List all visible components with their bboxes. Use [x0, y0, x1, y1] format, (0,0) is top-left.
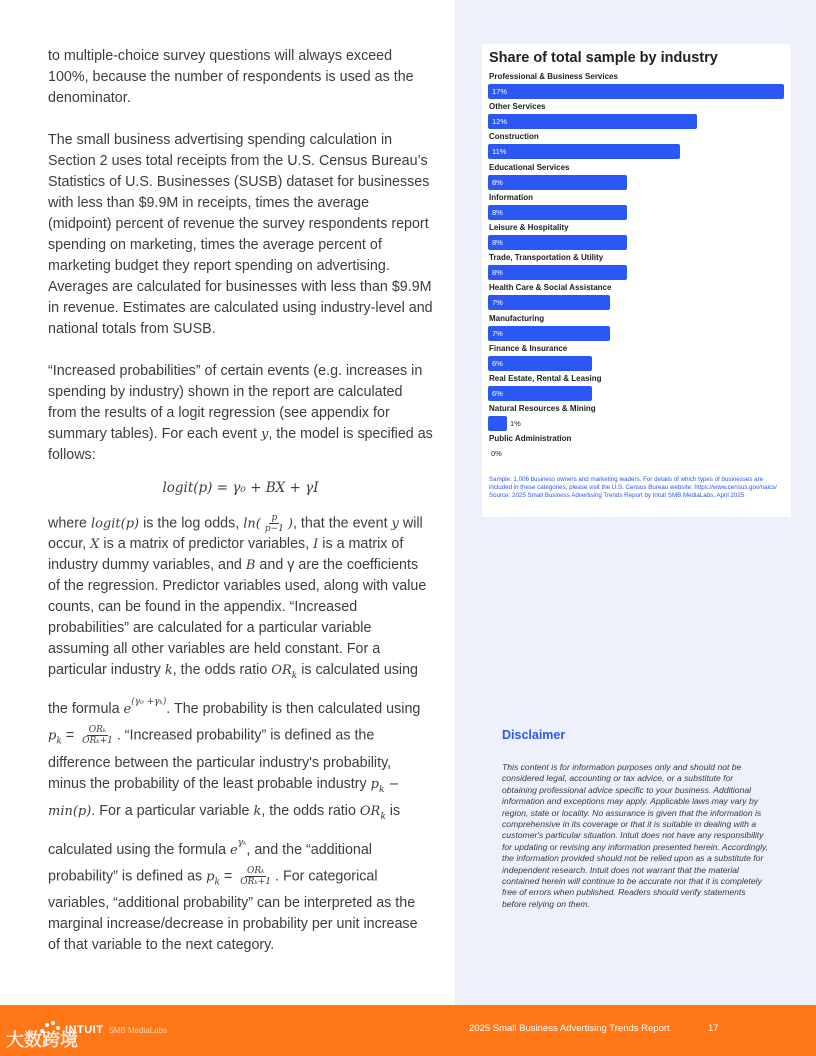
bar-value-label: 8%	[492, 207, 503, 217]
category-label: Manufacturing	[489, 313, 545, 323]
disclaimer-title: Disclaimer	[502, 728, 566, 742]
chart-sample-note: Sample: 1,006 business owners and marketing leaders. For details of which types of businesses are included in these categories, please visit the U.S. Census Bureau website: https://www.census.gov/naics/	[489, 476, 777, 491]
bar	[488, 356, 592, 371]
bar	[488, 326, 610, 341]
bar	[488, 235, 627, 250]
bar	[488, 386, 592, 401]
bar-value-label: 6%	[492, 389, 503, 398]
bar	[488, 144, 680, 159]
chart-source-note: Source: 2025 Small Business Advertising Trends Report by Intuit SMB MediaLabs, April 2025	[489, 492, 745, 500]
report-title: 2025 Small Business Advertising Trends Report	[469, 1023, 670, 1034]
category-label: Health Care & Social Assistance	[489, 283, 612, 293]
category-label: Trade, Transportation & Utility	[489, 253, 604, 263]
bar-value-label: 17%	[492, 87, 508, 96]
category-label: Real Estate, Rental & Leasing	[489, 374, 602, 383]
paragraph-2: The small business advertising spending calculation in Section 2 uses total receipts from the U.S. Census Bureau’s Statistics of U.S. Businesses (SUSB) dataset for businesses with less than $9.9M in receipts, times the average (midpoint) percent of revenue the survey respondents report spending on marketing, times the average percent of marketing budget they report spending on advertising. Averages are calculated for businesses with less than $9.9M in revenue. Estimates are calculated using industry-level and national totals from SUSB.	[48, 132, 433, 337]
bar-value-label: 11%	[492, 147, 507, 157]
chart-title: Share of total sample by industry	[489, 50, 718, 66]
bar-value-label: 0%	[491, 449, 502, 459]
category-label: Natural Resources & Mining	[489, 404, 596, 414]
bar-value-label: 7%	[492, 328, 503, 338]
bar	[488, 416, 507, 431]
watermark: 大数跨境	[6, 1030, 78, 1050]
category-label: Construction	[489, 132, 539, 142]
page-footer	[0, 1005, 816, 1056]
category-label: Educational Services	[489, 162, 570, 172]
bar-value-label: 7%	[492, 298, 503, 308]
industry-chart-card	[482, 44, 791, 517]
bar	[488, 114, 697, 129]
bar-value-label: 6%	[492, 358, 503, 368]
disclaimer-text: This content is for information purposes only and should not be considered legal, accounting or tax advice, or a substitute for obtaining professional advice specific to your business. Additional information and exceptions may apply. Applicable laws may vary by region, state or locality. No assurance is given that the information is comprehensive in its coverage or that it is suitable in dealing with a customer's particular situation. Intuit does not have any responsibility for updating or revising any information presented herein. Accordingly, the information provided should not be relied upon as a substitute for independent research. Intuit does not warrant that the material contained herein will continue to be accurate nor that it is completely free of errors when published. Readers should verify statements before relying on them.	[502, 762, 769, 909]
logit-equation: logit(p) = γ₀ + BX + γI	[162, 480, 319, 496]
bar	[488, 84, 784, 99]
bar-value-label: 1%	[510, 419, 521, 429]
chart-notes	[489, 476, 779, 500]
category-label: Public Administration	[489, 434, 572, 444]
category-label: Leisure & Hospitality	[489, 223, 569, 232]
bar-value-label: 8%	[492, 238, 503, 247]
paragraph-1: to multiple-choice survey questions will always exceed 100%, because the number of respondents is used as the denominator.	[48, 48, 414, 106]
methodology-text	[48, 46, 433, 956]
logo-word: INTUIT	[65, 1024, 104, 1036]
category-label: Finance & Insurance	[489, 343, 568, 353]
bar	[488, 205, 627, 220]
category-label: Professional & Business Services	[489, 72, 618, 81]
category-label: Information	[489, 192, 533, 202]
paragraph-4: where logit(p) is the log odds, ln( $\frac{p}{p-1}$ ), that the event y will occur, X is a matrix of predictor variables, I is a matrix of industry dummy variables, and B and γ are the coefficients of the regression. Predictor variables used, along with value counts, can be found in the appendix. “Increased probabilities” are calculated for a particular variable assuming all other variables are held constant. For a particular industry k, the odds ratio $OR_k$ is calculated using the formula $e^{(\gamma_0 +\gamma_k)}$. The probability is then calculated using $p_k$ = $\frac{\text{ORₖ}}{\text{ORₖ+1}}$ . “Increased probability” is defined as the difference between the particular industry's probability, minus the probability of the least probable industry $p_k - \min(p)$. For a particular variable k, the odds ratio $OR_k$ is calculated using the formula $e^{\gamma_k}$, and the “additional probability” is defined as $p_k$ = $\frac{\text{ORₖ}}{\text{ORₖ+1}}$ . For categorical variables, “additional probability” can be interpreted as the marginal increase/decrease in probability per unit increase of that variable to the next category.	[48, 513, 427, 953]
category-label: Other Services	[489, 102, 546, 112]
paragraph-3: “Increased probabilities” of certain events (e.g. increases in spending by industry) shown in the report are calculated from the results of a logit regression (see appendix for summary tables). For each event y, the model is specified as follows:	[48, 363, 433, 463]
bar-value-label: 12%	[492, 117, 508, 127]
bar	[488, 265, 627, 280]
bar	[488, 175, 627, 190]
logo-sub: SMB MediaLabs	[108, 1025, 168, 1035]
page-number: 17	[708, 1023, 719, 1034]
industry-bar-chart	[482, 72, 791, 472]
bar-value-label: 8%	[492, 177, 503, 187]
bar-value-label: 8%	[492, 268, 503, 278]
bar	[488, 295, 610, 310]
